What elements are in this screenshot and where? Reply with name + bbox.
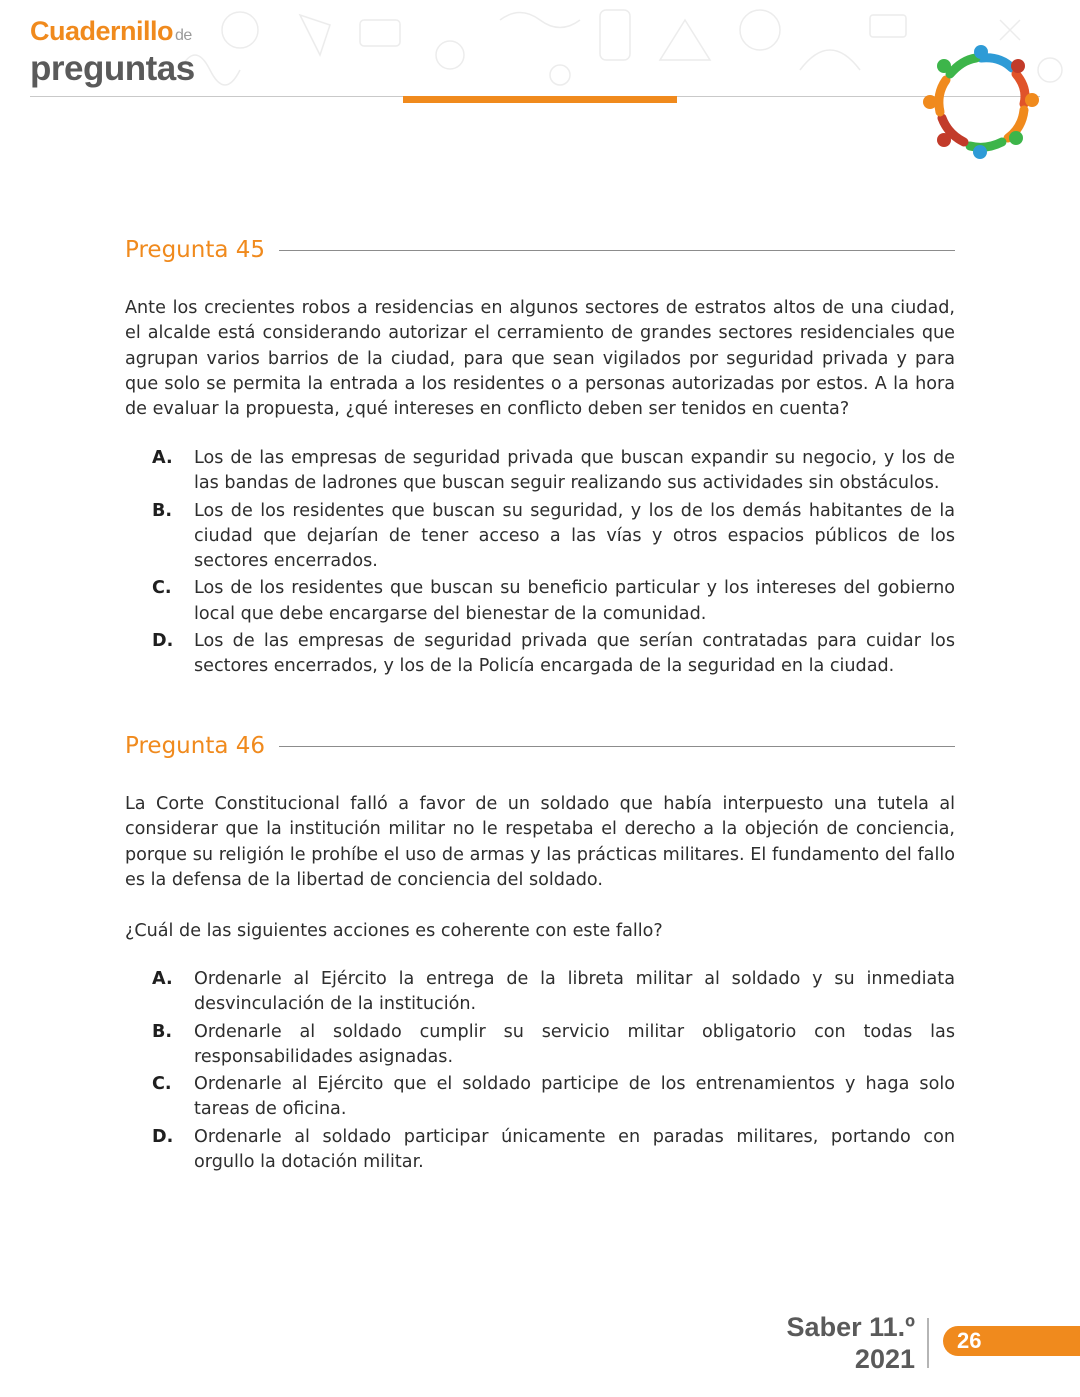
question-45-rule — [279, 250, 955, 251]
people-circle-logo-icon — [920, 42, 1042, 160]
option-letter: B. — [152, 500, 173, 521]
question-45-stem: Ante los crecientes robos a residencias en algunos sectores de estratos altos de una ciudad, el alcalde está considerando autorizar el cerramiento de grandes sectores residenciales que agrupan varios barrios de la ciudad, para que sean vigilados por seguridad privada y para que solo se permita la entrada a los residentes o a personas autorizadas por estos. A la hora de evaluar la propuesta, ¿qué intereses en conflicto deben ser tenidos en cuenta? — [125, 298, 955, 420]
question-45-option-a — [152, 446, 955, 497]
question-45-header — [125, 235, 955, 265]
option-text: Los de los residentes que buscan su seguridad, y los de los demás habitantes de la ciudad que dejarían de tener acceso a las vías y otros espacios públicos de los sectores encerrados. — [194, 500, 955, 572]
brand-preguntas: preguntas — [30, 49, 195, 88]
question-45-option-d — [152, 629, 955, 680]
page-header — [0, 0, 1080, 110]
question-45-title: Pregunta 45 — [125, 237, 266, 263]
question-46-stem: La Corte Constitucional falló a favor de un soldado que había interpuesto una tutela al considerar que la institución militar no le respetaba el derecho a la objeción de conciencia, porque su religión le prohíbe el uso de armas y las prácticas militares. El fundamento del fallo es la defensa de la libertad de conciencia del soldado. — [125, 794, 955, 890]
option-letter: A. — [152, 448, 173, 468]
footer-exam-name: Saber 11.º — [786, 1312, 915, 1342]
footer-year: 2021 — [854, 1344, 915, 1374]
option-letter: C. — [152, 1074, 172, 1095]
footer-exam-brand — [780, 1311, 915, 1375]
question-46-options — [152, 967, 955, 1177]
question-46-option-d — [152, 1125, 955, 1176]
option-letter: D. — [152, 1126, 174, 1147]
option-text: Ordenarle al Ejército la entrega de la libreta militar al soldado y su inmediata desvinculación de la institución. — [194, 969, 955, 1015]
question-46-title: Pregunta 46 — [125, 733, 266, 759]
brand-title — [30, 16, 195, 87]
option-text: Los de los residentes que buscan su beneficio particular y los intereses del gobierno local que debe encargarse del bienestar de la comunidad. — [194, 578, 955, 624]
brand-cuadernillo: Cuadernillo — [30, 16, 174, 46]
option-text: Ordenarle al soldado cumplir su servicio militar obligatorio con todas las responsabilidades asignadas. — [194, 1021, 955, 1067]
option-letter: A. — [152, 969, 173, 989]
option-text: Los de las empresas de seguridad privada que serían contratadas para cuidar los sectores encerrados, y los de la Policía encargada de la seguridad en la ciudad. — [194, 631, 955, 677]
option-letter: C. — [152, 578, 172, 599]
question-46-rule — [279, 746, 955, 747]
question-46-header — [125, 731, 955, 761]
question-45-option-c — [152, 576, 955, 627]
option-letter: D. — [152, 631, 174, 652]
option-text: Ordenarle al Ejército que el soldado participe de los entrenamientos y haga solo tareas de oficina. — [194, 1074, 955, 1120]
option-text: Los de las empresas de seguridad privada que buscan expandir su negocio, y los de las bandas de ladrones que buscan seguir realizando sus actividades sin obstáculos. — [194, 448, 955, 494]
footer-separator — [927, 1318, 929, 1368]
page-number: 26 — [957, 1328, 982, 1353]
header-accent-bar — [403, 96, 677, 103]
question-45-option-b — [152, 499, 955, 575]
question-46-option-c — [152, 1072, 955, 1123]
question-45-options — [152, 446, 955, 682]
question-46-prompt: ¿Cuál de las siguientes acciones es coherente con este fallo? — [125, 921, 663, 941]
question-46-option-a — [152, 967, 955, 1018]
option-letter: B. — [152, 1021, 173, 1042]
brand-line-1 — [30, 16, 195, 51]
option-text: Ordenarle al soldado participar únicamente en paradas militares, portando con orgullo la dotación militar. — [194, 1126, 955, 1173]
question-46-option-b — [152, 1020, 955, 1071]
brand-de: de — [175, 27, 192, 44]
